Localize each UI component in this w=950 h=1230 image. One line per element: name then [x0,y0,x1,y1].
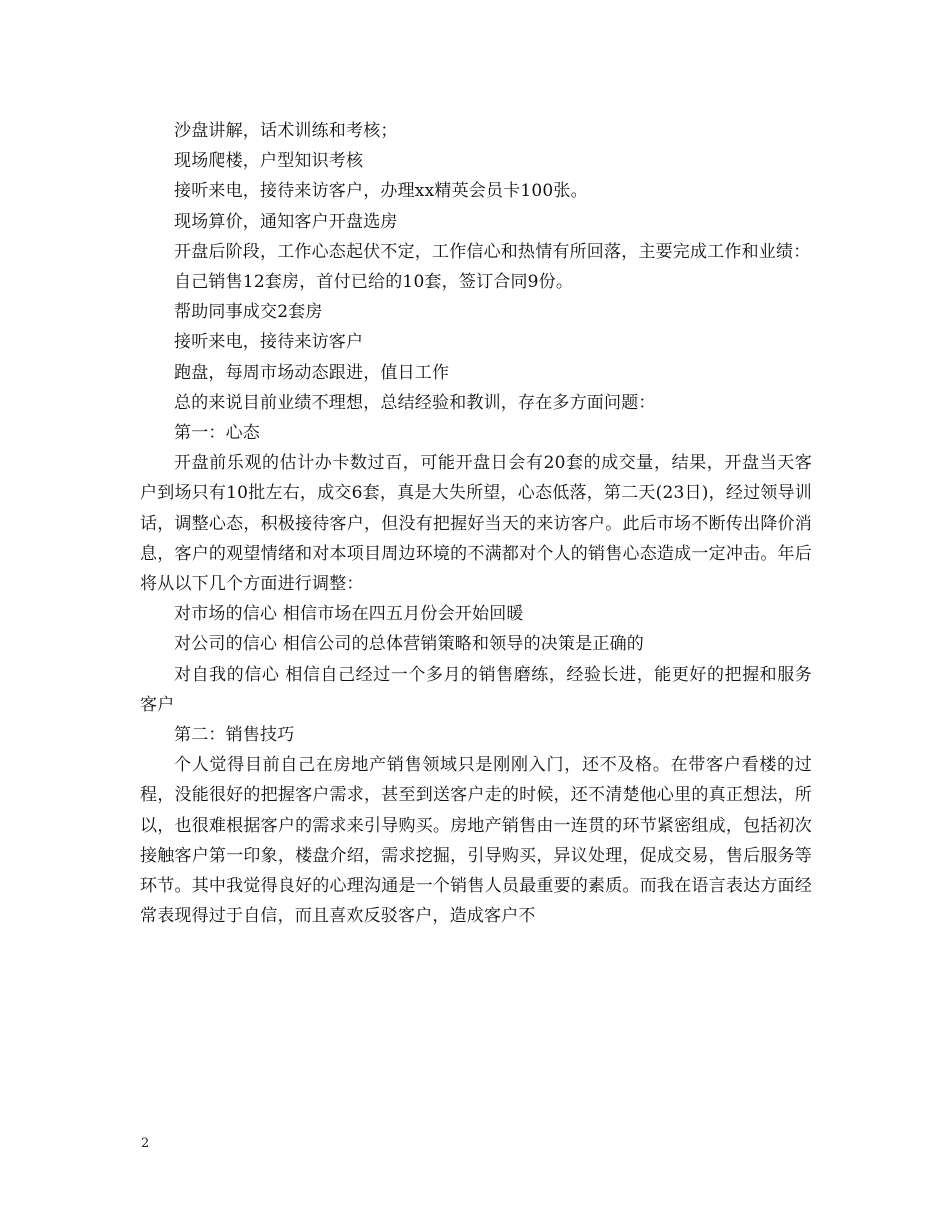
paragraph: 跑盘，每周市场动态跟进，值日工作 [174,362,450,383]
paragraph: 个人觉得目前自己在房地产销售领域只是刚刚入门，还不及格。在带客户看楼的过程，没能很好的把握客户需求，甚至到送客户走的时候，还不清楚他心里的真正想法，所以，也很难根据客户的需求来引导购买。房地产销售由一连贯的环节紧密组成，包括初次接触客户第一印象，楼盘介绍，需求挖掘，引导购买，异议处理，促成交易，售后服务等环节。其中我觉得良好的心理沟通是一个销售人员最重要的素质。而我在语言表达方面经常表现得过于自信，而且喜欢反驳客户，造成客户不 [140,755,812,927]
paragraph: 沙盘讲解，话术训练和考核； [174,121,398,141]
paragraph: 现场爬楼，户型知识考核 [174,151,364,172]
paragraph: 开盘前乐观的估计办卡数过百，可能开盘日会有20套的成交量，结果，开盘当天客户到场只有10批左右，成交6套，真是大失所望，心态低落，第二天(23日)，经过领导训话，调整心态，积极接待客户，但没有把握好当天的来访客户。此后市场不断传出降价消息，客户的观望情绪和对本项目周边环境的不满都对个人的销售心态造成一定冲击。年后将从以下几个方面进行调整： [140,453,812,595]
paragraph: 接听来电，接待来访客户 [174,332,364,353]
paragraph: 对公司的信心 相信公司的总体营销策略和领导的决策是正确的 [174,634,645,655]
page-number: 2 [141,1136,150,1151]
paragraph: 帮助同事成交2套房 [174,302,323,323]
paragraph: 开盘后阶段，工作心态起伏不定，工作信心和热情有所回落，主要完成工作和业绩： [174,241,811,262]
paragraph: 总的来说目前业绩不理想，总结经验和教训，存在多方面问题： [174,392,656,413]
paragraph: 对市场的信心 相信市场在四五月份会开始回暖 [174,604,524,625]
document-body [140,116,812,931]
paragraph: 接听来电，接待来访客户，办理xx精英会员卡100张。 [174,181,588,202]
paragraph: 对自我的信心 相信自己经过一个多月的销售磨练，经验长进，能更好的把握和服务客户 [140,664,812,715]
paragraph: 自己销售12套房，首付已给的10套，签订合同9份。 [174,272,574,293]
paragraph: 现场算价，通知客户开盘选房 [174,211,398,232]
section-heading: 第二：销售技巧 [174,725,295,746]
section-heading: 第一：心态 [174,423,260,444]
